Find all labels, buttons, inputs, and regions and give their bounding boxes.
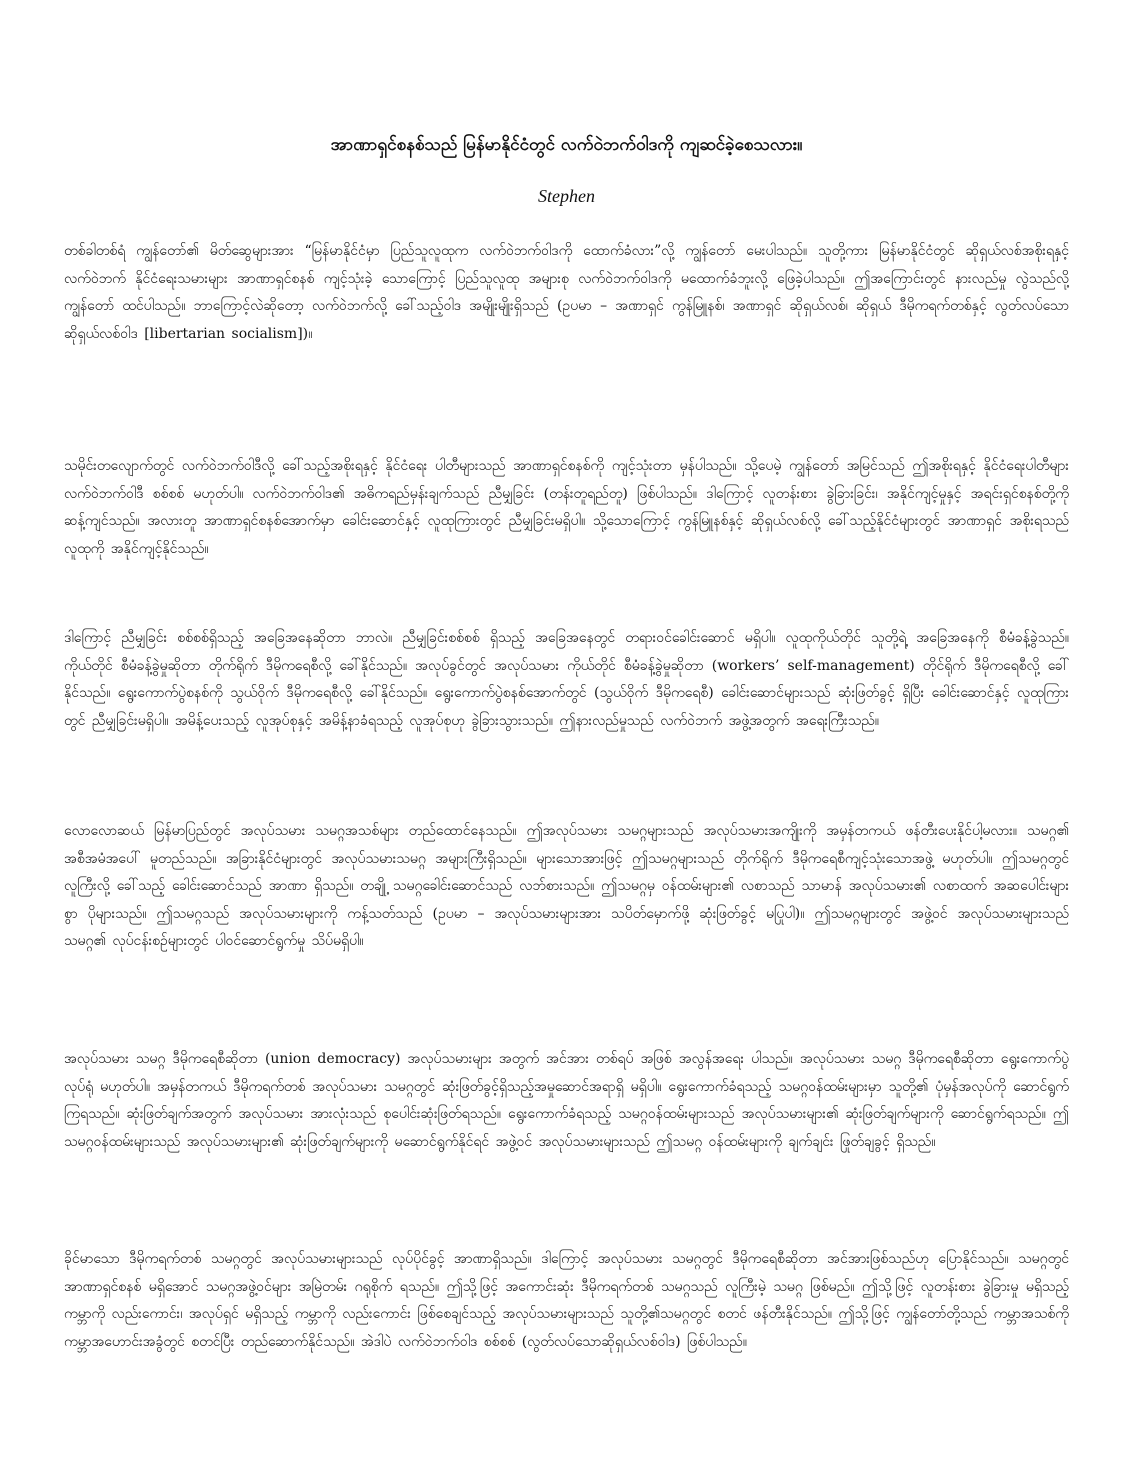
body-paragraph: သမိုင်းတလျောက်တွင် လက်ဝဲဘက်ဝါဒီလို့ ခေါ်သည့်အစိုးရနှင့် နိုင်ငံရေး ပါတီများသည် အာဏာရှင်စနစ်ကို ကျင့်သုံးတာ မှန်ပါသည်။ သို့ပေမဲ့ ကျွန်တော် အမြင်သည် ဤအစိုးရနှင့် နိုင်ငံရေးပါတီများ လက်ဝဲဘက်ဝါဒီ စစ်စစ် မဟုတ်ပါ။ လက်ဝဲဘက်ဝါဒ၏ အဓိကရည်မှန်းချက်သည် ညီမျှခြင်း (တန်းတူရည်တူ) ဖြစ်ပါသည်။ ဒါကြောင့် လူတန်းစား ခွဲခြားခြင်း၊ အနိုင်ကျင့်မှုနှင့် အရင်းရှင်စနစ်တို့ကို ဆန့်ကျင်သည်။ အလားတူ အာဏာရှင်စနစ်အောက်မှာ ခေါင်းဆောင်နှင့် လူထုကြားတွင် ညီမျှခြင်းမရှိပါ။ သို့သောကြောင့် ကွန်မြူနစ်နှင့် ဆိုရှယ်လစ်လို့ ခေါ်သည့်နိုင်ငံများတွင် အာဏာရှင် အစိုးရသည် လူထုကို အနိုင်ကျင့်နိုင်သည်။ (64, 458, 1069, 557)
body-paragraph: ခိုင်မာသော ဒီမိုကရက်တစ် သမဂ္ဂတွင် အလုပ်သမားများသည် လုပ်ပိုင်ခွင့် အာဏာရှိသည်။ ဒါကြောင့် အလုပ်သမား သမဂ္ဂတွင် ဒီမိုကရေစီဆိုတာ အင်အားဖြစ်သည်ဟု ပြောနိုင်သည်။ သမဂ္ဂတွင် အာဏာရှင်စနစ် မရှိအောင် သမဂ္ဂအဖွဲ့ဝင်များ အမြဲတမ်း ဂရုစိုက် ရသည်။ ဤသို့ဖြင့် အကောင်းဆုံး ဒီမိုကရက်တစ် သမဂ္ဂသည် လူကြီးမဲ့ သမဂ္ဂ ဖြစ်မည်။ ဤသို့ဖြင့် လူတန်းစား ခွဲခြားမှု မရှိသည့် ကမ္ဘာကို လည်းကောင်း၊ အလုပ်ရှင် မရှိသည့် ကမ္ဘာကို လည်းကောင်း ဖြစ်စေချင်သည့် အလုပ်သမားများသည် သူတို့၏သမဂ္ဂတွင် စတင် ဖန်တီးနိုင်သည်။ ဤသို့ဖြင့် ကျွန်တော်တို့သည် ကမ္ဘာအသစ်ကို ကမ္ဘာအဟောင်းအခွံတွင် စတင်ပြီး တည်ဆောက်နိုင်သည်။ အဲဒါပဲ လက်ဝဲဘက်ဝါဒ စစ်စစ် (လွတ်လပ်သောဆိုရှယ်လစ်ဝါဒ) ဖြစ်ပါသည်။ (64, 1251, 1069, 1350)
body-paragraph: လောလောဆယ် မြန်မာပြည်တွင် အလုပ်သမား သမဂ္ဂအသစ်များ တည်ထောင်နေသည်။ ဤအလုပ်သမား သမဂ္ဂများသည် အလုပ်သမားအကျိုးကို အမှန်တကယ် ဖန်တီးပေးနိုင်ပါ့မလား။ သမဂ္ဂ၏ အစီအမံအပေါ် မူတည်သည်။ အခြားနိုင်ငံများတွင် အလုပ်သမားသမဂ္ဂ အများကြီးရှိသည်။ များသောအားဖြင့် ဤသမဂ္ဂများသည် တိုက်ရိုက် ဒီမိုကရေစီကျင့်သုံးသောအဖွဲ့ မဟုတ်ပါ။ ဤသမဂ္ဂတွင် လူကြီးလို့ ခေါ်သည့် ခေါင်းဆောင်သည် အာဏာ ရှိသည်။ တချို့ သမဂ္ဂခေါင်းဆောင်သည် လဘ်စားသည်။ ဤသမဂ္ဂမှ ဝန်ထမ်းများ၏ လစာသည် သာမာန် အလုပ်သမား၏ လစာထက် အဆပေါင်းများစွာ ပိုများသည်။ ဤသမဂ္ဂသည် အလုပ်သမားများကို ကန့်သတ်သည် (ဥပမာ – အလုပ်သမားများအား သပိတ်မှောက်ဖို့ ဆုံးဖြတ်ခွင့် မပြုပါ)။ ဤသမဂ္ဂများတွင် အဖွဲ့ဝင် အလုပ်သမားများသည် သမဂ္ဂ၏ လုပ်ငန်းစဉ်များတွင် ပါဝင်ဆောင်ရွက်မှု သိပ်မရှိပါ။ (64, 823, 1069, 949)
document-page (64, 0, 1069, 1467)
author-name: Stephen (538, 186, 595, 206)
body-paragraph: တစ်ခါတစ်ရံ ကျွန်တော်၏ မိတ်ဆွေများအား “မြန်မာနိုင်ငံမှာ ပြည်သူလူထုက လက်ဝဲဘက်ဝါဒကို ထောက်ခံလား”လို့ ကျွန်တော် မေးပါသည်။ သူတို့ကား မြန်မာနိုင်ငံတွင် ဆိုရှယ်လစ်အစိုးရနှင့် လက်ဝဲဘက် နိုင်ငံရေးသမားများ အာဏာရှင်စနစ် ကျင့်သုံးခဲ့ သောကြောင့် ပြည်သူလူထု အများစု လက်ဝဲဘက်ဝါဒကို မထောက်ခံဘူးလို့ ဖြေခဲ့ပါသည်။ ဤအကြောင်းတွင် နားလည်မှု လွဲသည်လို့ ကျွန်တော် ထင်ပါသည်။ ဘာကြောင့်လဲဆိုတော့ လက်ဝဲဘက်လို့ ခေါ်သည့်ဝါဒ အမျိုးမျိုးရှိသည် (ဥပမာ – အဏာရှင် ကွန်မြူနစ်၊ အဏာရှင် ဆိုရှယ်လစ်၊ ဆိုရှယ် ဒီမိုကရက်တစ်နှင့် လွတ်လပ်သော ဆိုရှယ်လစ်ဝါဒ [libertarian socialism])။ (64, 243, 1069, 342)
body-paragraph: အလုပ်သမား သမဂ္ဂ ဒီမိုကရေစီဆိုတာ (union democracy) အလုပ်သမားများ အတွက် အင်အား တစ်ရပ် အဖြစ် အလွန်အရေး ပါသည်။ အလုပ်သမား သမဂ္ဂ ဒီမိုကရေစီဆိုတာ ရွေးကောက်ပွဲလုပ်ရုံ မဟုတ်ပါ။ အမှန်တကယ် ဒီမိုကရက်တစ် အလုပ်သမား သမဂ္ဂတွင် ဆုံးဖြတ်ခွင့်ရှိသည့်အမှုဆောင်အရာရှိ မရှိပါ။ ရွေးကောက်ခံရသည့် သမဂ္ဂဝန်ထမ်းများမှာ သူတို့၏ ပုံမှန်အလုပ်ကို ဆောင်ရွက်ကြရသည်။ ဆုံးဖြတ်ချက်အတွက် အလုပ်သမား အားလုံးသည် စုပေါင်းဆုံးဖြတ်ရသည်။ ရွေးကောက်ခံရသည့် သမဂ္ဂဝန်ထမ်းများသည် အလုပ်သမားများ၏ ဆုံးဖြတ်ချက်များကို ဆောင်ရွက်ရသည်။ ဤသမဂ္ဂဝန်ထမ်းများသည် အလုပ်သမားများ၏ ဆုံးဖြတ်ချက်များကို မဆောင်ရွက်နိုင်ရင် အဖွဲ့ဝင် အလုပ်သမားများသည် ဤသမဂ္ဂ ဝန်ထမ်းများကို ချက်ချင်း ဖြုတ်ချခွင့် ရှိသည်။ (64, 1051, 1070, 1150)
document-title: အာဏာရှင်စနစ်သည် မြန်မာနိုင်ငံတွင် လက်ဝဲဘက်ဝါဒကို ကျဆင်ခဲ့စေသလား။ (330, 135, 803, 155)
body-paragraph: ဒါကြောင့် ညီမျှခြင်း စစ်စစ်ရှိသည့် အခြေအနေဆိုတာ ဘာလဲ။ ညီမျှခြင်းစစ်စစ် ရှိသည့် အခြေအနေတွင် တရားဝင်ခေါင်းဆောင် မရှိပါ။ လူထုကိုယ်တိုင် သူတို့ရဲ့ အခြေအနေကို စီမံခန့်ခွဲသည်။ ကိုယ်တိုင် စီမံခန့်ခွဲမှုဆိုတာ တိုက်ရိုက် ဒီမိုကရေစီလို့ ခေါ်နိုင်သည်။ အလုပ်ခွင်တွင် အလုပ်သမား ကိုယ်တိုင် စီမံခန့်ခွဲမှုဆိုတာ (workers’ self-management) တိုင်ရိုက် ဒီမိုကရေစီလို့ ခေါ်နိုင်သည်။ ရွေးကောက်ပွဲစနစ်ကို သွယ်ဝိုက် ဒီမိုကရေစီလို့ ခေါ်နိုင်သည်။ ရွေးကောက်ပွဲစနစ်အောက်တွင် (သွယ်ဝိုက် ဒီမိုကရေစီ) ခေါင်းဆောင်များသည် ဆုံးဖြတ်ခွင့် ရှိပြီး ခေါင်းဆောင်နှင့် လူထုကြားတွင် ညီမျှခြင်းမရှိပါ။ အမိန့်ပေးသည့် လူအုပ်စုနှင့် အမိန့်နာခံရသည့် လူအုပ်စုဟု ခွဲခြားသွားသည်။ ဤနားလည်မှုသည် လက်ဝဲဘက် အဖွဲ့အတွက် အရေးကြီးသည်။ (64, 630, 1069, 729)
